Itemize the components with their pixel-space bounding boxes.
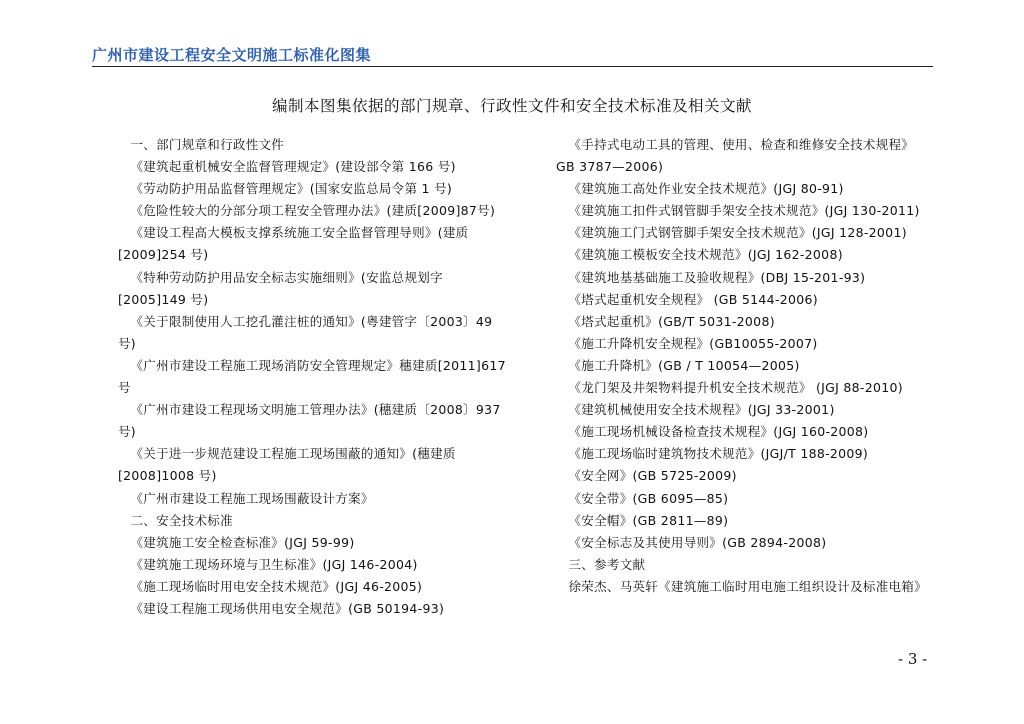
list-item: 《建筑机械使用安全技术规程》(JGJ 33-2001) (568, 402, 835, 418)
list-item: 《施工现场临时用电安全技术规范》(JGJ 46-2005) (130, 578, 423, 594)
list-item: 《特种劳动防护用品安全标志实施细则》(安监总规划字[2005]149 号) (118, 269, 443, 307)
list-item: 《施工现场临时建筑物技术规范》(JGJ/T 188-2009) (568, 446, 869, 462)
list-item: 《广州市建设工程施工现场消防安全管理规定》穗建质[2011]617 号 (118, 357, 506, 396)
list-item: 《广州市建设工程施工现场围蔽设计方案》 (130, 490, 374, 506)
list-item: 《关于限制使用人工挖孔灌注桩的通知》(粤建管字〔2003〕49 号) (118, 313, 493, 351)
list-item: 《龙门架及井架物料提升机安全技术规范》 (JGJ 88-2010) (568, 380, 903, 396)
right-column (556, 134, 926, 598)
book-title: 广州市建设工程安全文明施工标准化图集 (92, 46, 372, 64)
section-heading: 二、安全技术标准 (130, 512, 233, 528)
list-item: 《施工升降机》(GB / T 10054—2005) (568, 357, 800, 373)
list-item: 《安全带》(GB 6095—85) (568, 490, 729, 506)
list-item: 《关于进一步规范建设工程施工现场围蔽的通知》(穗建质[2008]1008 号) (118, 446, 456, 484)
list-item: 《建筑施工安全检查标准》(JGJ 59-99) (130, 534, 355, 550)
list-item: 《施工现场机械设备检查技术规程》(JGJ 160-2008) (568, 424, 869, 440)
list-item: 《手持式电动工具的管理、使用、检查和维修安全技术规程》 GB 3787—2006) (556, 137, 915, 175)
list-item: 《塔式起重机》(GB/T 5031-2008) (568, 313, 775, 329)
list-item: 《塔式起重机安全规程》 (GB 5144-2006) (568, 291, 818, 307)
list-item: 《安全标志及其使用导则》(GB 2894-2008) (568, 534, 827, 550)
list-item: 《建筑地基基础施工及验收规程》(DBJ 15-201-93) (568, 269, 866, 285)
list-item: 《安全网》(GB 5725-2009) (568, 468, 737, 484)
page-title: 编制本图集依据的部门规章、行政性文件和安全技术标准及相关文献 (271, 97, 752, 115)
list-item: 《危险性较大的分部分项工程安全管理办法》(建质[2009]87号) (130, 203, 496, 219)
list-item: 《建筑施工门式钢管脚手架安全技术规范》(JGJ 128-2001) (568, 225, 907, 241)
section-heading: 三、参考文献 (568, 556, 646, 572)
list-item: 《建筑施工扣件式钢管脚手架安全技术规范》(JGJ 130-2011) (568, 203, 920, 219)
list-item: 《建设工程高大模板支撑系统施工安全监督管理导则》(建质[2009]254 号) (118, 225, 469, 263)
list-item: 《建筑施工现场环境与卫生标准》(JGJ 146-2004) (130, 556, 418, 572)
list-item: 徐荣杰、马英轩《建筑施工临时用电施工组织设计及标准电箱》 (568, 578, 927, 594)
list-item: 《建筑施工高处作业安全技术规范》(JGJ 80-91) (568, 181, 844, 197)
left-column (118, 134, 510, 620)
list-item: 《安全帽》(GB 2811—89) (568, 512, 729, 528)
list-item: 《劳动防护用品监督管理规定》(国家安监总局令第 1 号) (130, 181, 453, 197)
list-item: 《建设工程施工现场供用电安全规范》(GB 50194-93) (130, 600, 445, 616)
header-divider (92, 66, 933, 67)
section-heading: 一、部门规章和行政性文件 (130, 137, 285, 152)
list-item: 《施工升降机安全规程》(GB10055-2007) (568, 335, 818, 351)
list-item: 《建筑施工模板安全技术规范》(JGJ 162-2008) (568, 247, 843, 263)
list-item: 《建筑起重机械安全监督管理规定》(建设部令第 166 号) (130, 159, 456, 175)
page-number: - 3 - (898, 650, 928, 668)
list-item: 《广州市建设工程现场文明施工管理办法》(穗建质〔2008〕937 号) (118, 402, 501, 440)
